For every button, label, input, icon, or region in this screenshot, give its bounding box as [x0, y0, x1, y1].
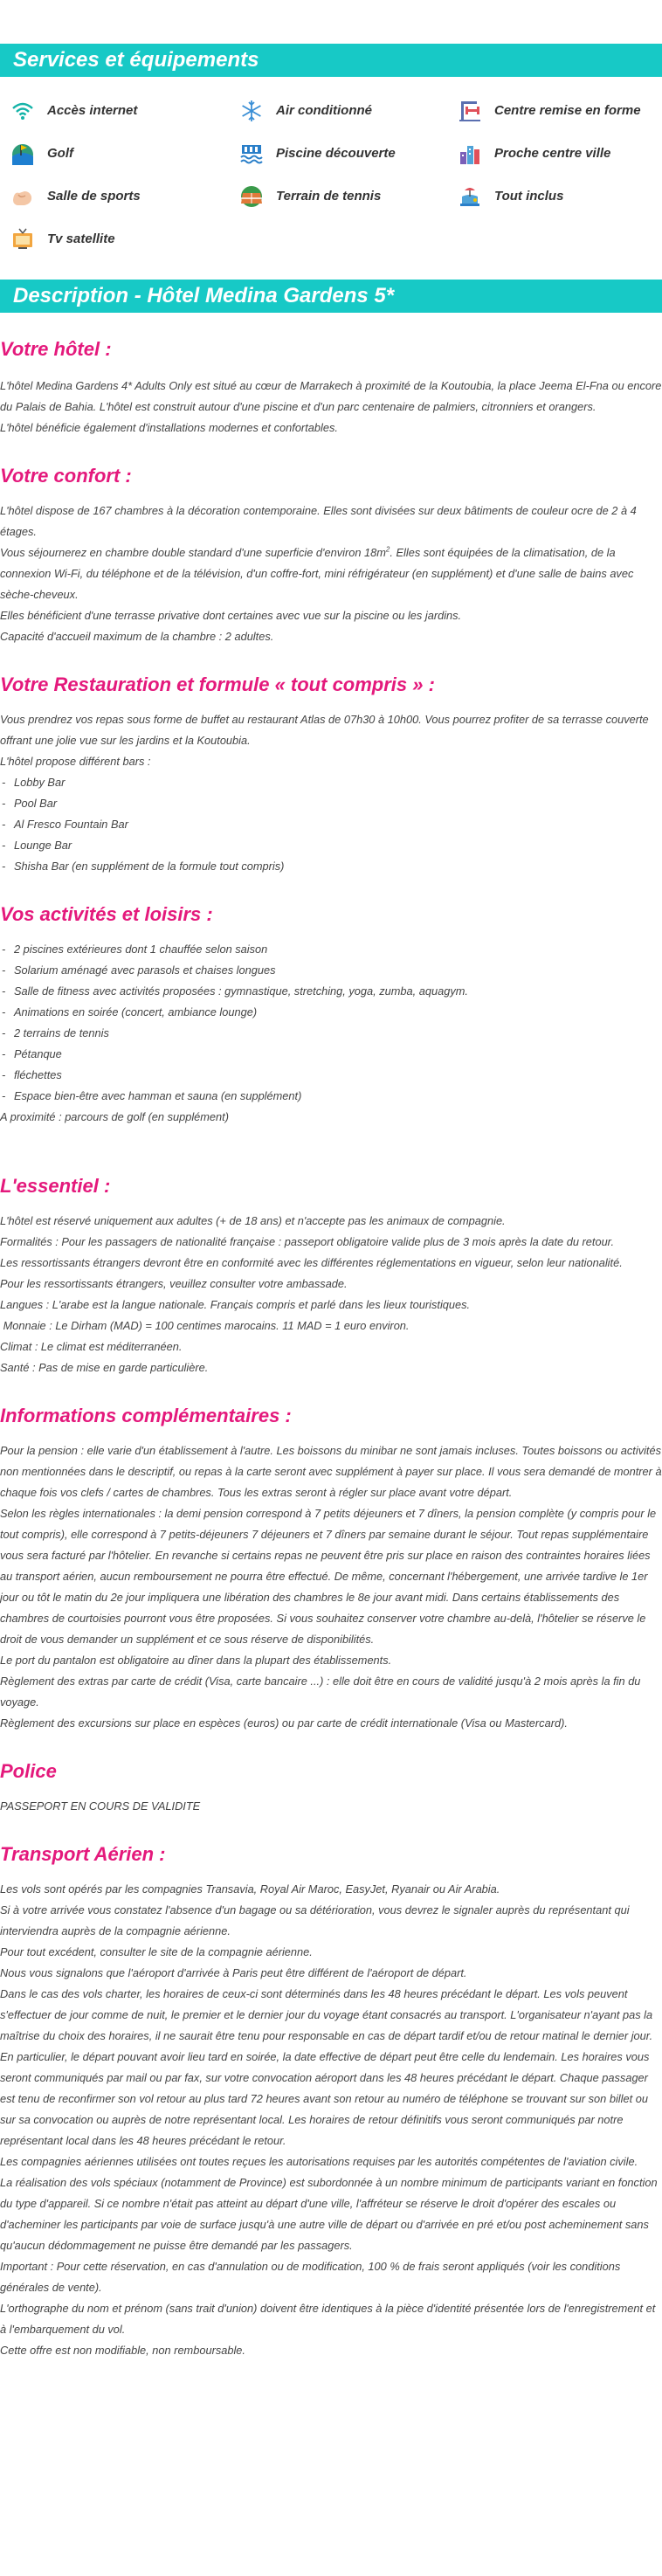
- restaurant-heading: Votre Restauration et formule « tout compris » :: [0, 673, 435, 695]
- info-line: Pour la pension : elle varie d'un établissement à l'autre. Les boissons du minibar ne sont jamais incluses. Toutes boissons ou activités non mentionnées dans le descriptif, ou repas à la carte seront avec supplément à payer sur place. Il vous sera demandé de montrer à chaque fois vos clefs / cartes de chambres. Tous les extras seront à régler sur place avant votre départ.: [0, 1444, 662, 1499]
- list-item: - Shisha Bar (en supplément de la formule tout compris): [0, 856, 662, 877]
- essential-heading: L'essentiel :: [0, 1175, 111, 1197]
- service-item-tv: [10, 218, 239, 260]
- transport-line: Les compagnies aériennes utilisées ont toutes reçues les autorisations requises par les autorités compétentes de l'aviation civile.: [0, 2155, 638, 2168]
- list-item: - fléchettes: [0, 1065, 662, 1086]
- transport-line: Les vols sont opérés par les compagnies Transavia, Royal Air Maroc, EasyJet, Ryanair ou Air Arabia.: [0, 1882, 500, 1896]
- service-label: Golf: [47, 146, 73, 161]
- info-line: Règlement des extras par carte de crédit (Visa, carte bancaire ...) : elle doit être en cours de validité jusqu'à 2 mois après la fin du voyage.: [0, 1675, 641, 1709]
- transport-heading: Transport Aérien :: [0, 1843, 166, 1865]
- hotel-paragraph: L'hôtel Medina Gardens 4* Adults Only est situé au cœur de Marrakech à proximité de la Koutoubia, la place Jeema El-Fna ou encore du Palais de Bahia. L'hôtel est construit autour d'une piscine et d'un parc centenaire de palmiers, citronniers et orangers.: [0, 379, 662, 413]
- service-item-fitness: [458, 89, 662, 132]
- all-inclusive-icon: [458, 184, 482, 209]
- service-label: Tv satellite: [47, 231, 115, 246]
- snowflake-icon: [239, 99, 264, 123]
- list-item: - Animations en soirée (concert, ambiance lounge): [0, 1002, 662, 1023]
- description-title: Description - Hôtel Medina Gardens 5*: [13, 284, 395, 307]
- transport-line: La réalisation des vols spéciaux (notamment de Province) est subordonnée à un nombre minimum de participants variant en fonction du type d'appareil. Si ce nombre n'était pas atteint au départ d'une ville, l'affréteur se réserve le droit d'opérer des escales ou d'acheminer les participants par voie de surface jusqu'à une autre ville de départ ou d'arrivée en pré et/ou post acheminement sans qu'aucun dédommagement ne puisse être demandé par les passagers.: [0, 2176, 658, 2252]
- description-content: [0, 336, 662, 2361]
- essential-line: Les ressortissants étrangers devront être en conformité avec les différentes réglementations en vigueur, selon leur nationalité.: [0, 1256, 623, 1269]
- service-label: Proche centre ville: [494, 146, 611, 161]
- activities-list: [0, 939, 662, 1107]
- restaurant-paragraph: Vous prendrez vos repas sous forme de buffet au restaurant Atlas de 07h30 à 10h00. Vous pourrez profiter de sa terrasse couverte offrant une jolie vue sur les jardins et la Koutoubia.: [0, 713, 649, 747]
- list-item: - Pétanque: [0, 1044, 662, 1065]
- transport-line: L'orthographe du nom et prénom (sans trait d'union) doivent être identiques à la pièce d'identité présentée lors de l'enregistrement et à l'embarquement du vol.: [0, 2302, 656, 2336]
- essential-block: [0, 1211, 662, 1378]
- comfort-paragraph: Elles bénéficient d'une terrasse privative dont certaines avec vue sur la piscine ou les jardins.: [0, 609, 462, 622]
- services-section-header: [0, 44, 662, 77]
- service-item-tennis: [239, 175, 458, 218]
- service-label: Terrain de tennis: [276, 189, 382, 204]
- activities-heading: Vos activités et loisirs :: [0, 903, 213, 925]
- comfort-heading: Votre confort :: [0, 465, 132, 487]
- bars-list: [0, 772, 662, 877]
- hotel-heading: Votre hôtel :: [0, 338, 112, 360]
- list-item: - Solarium aménagé avec parasols et chaises longues: [0, 960, 662, 981]
- city-icon: [458, 142, 482, 166]
- comfort-paragraph: L'hôtel dispose de 167 chambres à la décoration contemporaine. Elles sont divisées sur deux bâtiments de couleur ocre de 2 à 4 étages.: [0, 504, 637, 538]
- wifi-icon: [10, 99, 35, 123]
- tennis-icon: [239, 184, 264, 209]
- comfort-paragraph: Capacité d'accueil maximum de la chambre : 2 adultes.: [0, 630, 274, 643]
- essential-line: Langues : L'arabe est la langue nationale. Français compris et parlé dans les lieux touristiques.: [0, 1298, 471, 1311]
- list-item: - Salle de fitness avec activités proposées : gymnastique, stretching, yoga, zumba, aquagym.: [0, 981, 662, 1002]
- fitness-icon: [458, 99, 482, 123]
- transport-line: Important : Pour cette réservation, en cas d'annulation ou de modification, 100 % de frais seront appliqués (voir les conditions générales de vente).: [0, 2260, 621, 2294]
- hotel-description-page: [0, 44, 662, 2361]
- police-paragraph: PASSEPORT EN COURS DE VALIDITE: [0, 1799, 201, 1813]
- info-heading: Informations complémentaires :: [0, 1405, 292, 1426]
- service-item-gym: [10, 175, 239, 218]
- activities-paragraph: A proximité : parcours de golf (en supplément): [0, 1110, 229, 1123]
- service-item-internet: [10, 89, 239, 132]
- info-line: Le port du pantalon est obligatoire au dîner dans la plupart des établissements.: [0, 1654, 392, 1667]
- gym-icon: [10, 184, 35, 209]
- list-item: - 2 terrains de tennis: [0, 1023, 662, 1044]
- service-item-pool: [239, 132, 458, 175]
- essential-line: Pour les ressortissants étrangers, veuillez consulter votre ambassade.: [0, 1277, 348, 1290]
- service-label: Tout inclus: [494, 189, 564, 204]
- service-item-golf: [10, 132, 239, 175]
- transport-line: Dans le cas des vols charter, les horaires de ceux-ci sont déterminés dans les 48 heures précédant le départ. Les vols peuvent s'effectuer de jour comme de nuit, le premier et le dernier jour du voyage étant consacrés au transport. L'organisateur n'ayant pas la maîtrise du choix des horaires, il ne saurait être tenu pour responsable en cas de départ tardif et/ou de retour matinal le dernier jour. En particulier, le départ pouvant avoir lieu tard en soirée, la date effective de départ peut être celle du lendemain. Les horaires vous seront communiqués par mail ou par fax, sur votre convocation aéroport dans les 48 heures précédant le départ. Chaque passager est tenu de reconfirmer son vol retour au plus tard 72 heures avant son retour au numéro de téléphone se trouvant sur son billet ou sur sa convocation ou auprès de notre représentant local. Les horaires de retour définitifs vous seront communiqués par notre représentant local dans les 48 heures précédant le retour.: [0, 1987, 653, 2147]
- services-grid: [0, 77, 662, 260]
- description-section-header: [0, 280, 662, 313]
- police-heading: Police: [0, 1760, 57, 1782]
- service-label: Accès internet: [47, 103, 138, 118]
- transport-line: Pour tout excédent, consulter le site de la compagnie aérienne.: [0, 1945, 313, 1958]
- list-item: - Al Fresco Fountain Bar: [0, 814, 662, 835]
- services-title: Services et équipements: [13, 48, 259, 72]
- hotel-paragraph: L'hôtel bénéficie également d'installations modernes et confortables.: [0, 421, 338, 434]
- info-block: [0, 1440, 662, 1734]
- list-item: - Lobby Bar: [0, 772, 662, 793]
- essential-line: Climat : Le climat est méditerranéen.: [0, 1340, 183, 1353]
- transport-line: Si à votre arrivée vous constatez l'absence d'un bagage ou sa détérioration, vous devrez le signaler auprès du représentant qui interviendra auprès de la compagnie aérienne.: [0, 1903, 630, 1937]
- tv-icon: [10, 227, 35, 252]
- service-label: Air conditionné: [276, 103, 372, 118]
- transport-block: [0, 1879, 662, 2361]
- service-label: Piscine découverte: [276, 146, 396, 161]
- service-label: Centre remise en forme: [494, 103, 641, 118]
- comfort-paragraph: Vous séjournerez en chambre double standard d'une superficie d'environ $18m^2$. Elles sont équipées de la climatisation, de la connexion Wi-Fi, du téléphone et de la télévision, d'un coffre-fort, mini réfrigérateur (en supplément) et d'une salle de bains avec sèche-cheveux.: [0, 545, 634, 601]
- service-item-all-inclusive: [458, 175, 662, 218]
- list-item: - Espace bien-être avec hamman et sauna (en supplément): [0, 1086, 662, 1107]
- info-line: Selon les règles internationales : la demi pension correspond à 7 petits déjeuners et 7 dîners, la pension complète (y compris pour le tout compris), elle correspond à 7 petits-déjeuners 7 déjeuners et 7 dîners par semaine durant le séjour. Tout repas supplémentaire vous sera facturé par l'hôtelier. En revanche si certains repas ne peuvent être pris sur place en raison des contraintes horaires liées au transport aérien, aucun remboursement ne pourra être effectué. De même, concernant l'hébergement, une arrivée tardive le 1er jour ou tôt le matin du 2e jour impliquera une libération des chambres le 8e jour avant midi. Dans certains établissements des chambres de courtoisies pourront vous être proposées. Si vous souhaitez conserver votre chambre au-delà, l'hôtelier se réserve le droit de vous demander un supplément et ce sous réserve de disponibilités.: [0, 1507, 657, 1646]
- transport-line: Nous vous signalons que l'aéroport d'arrivée à Paris peut être différent de l'aéroport de départ.: [0, 1966, 467, 1979]
- golf-icon: [10, 142, 35, 166]
- transport-line: Cette offre est non modifiable, non remboursable.: [0, 2344, 245, 2357]
- service-label: Salle de sports: [47, 189, 141, 204]
- info-line: Règlement des excursions sur place en espèces (euros) ou par carte de crédit internationale (Visa ou Mastercard).: [0, 1716, 568, 1730]
- list-item: - Pool Bar: [0, 793, 662, 814]
- pool-icon: [239, 142, 264, 166]
- service-item-ac: [239, 89, 458, 132]
- list-item: - Lounge Bar: [0, 835, 662, 856]
- essential-line: L'hôtel est réservé uniquement aux adultes (+ de 18 ans) et n'accepte pas les animaux de compagnie.: [0, 1214, 506, 1227]
- essential-line: Formalités : Pour les passagers de nationalité française : passeport obligatoire valide plus de 3 mois après la date du retour.: [0, 1235, 615, 1248]
- service-item-city: [458, 132, 662, 175]
- essential-line: Santé : Pas de mise en garde particulière.: [0, 1361, 209, 1374]
- list-item: - 2 piscines extérieures dont 1 chauffée selon saison: [0, 939, 662, 960]
- essential-line: Monnaie : Le Dirham (MAD) = 100 centimes marocains. 11 MAD = 1 euro environ.: [0, 1319, 410, 1332]
- restaurant-paragraph: L'hôtel propose différent bars :: [0, 755, 151, 768]
